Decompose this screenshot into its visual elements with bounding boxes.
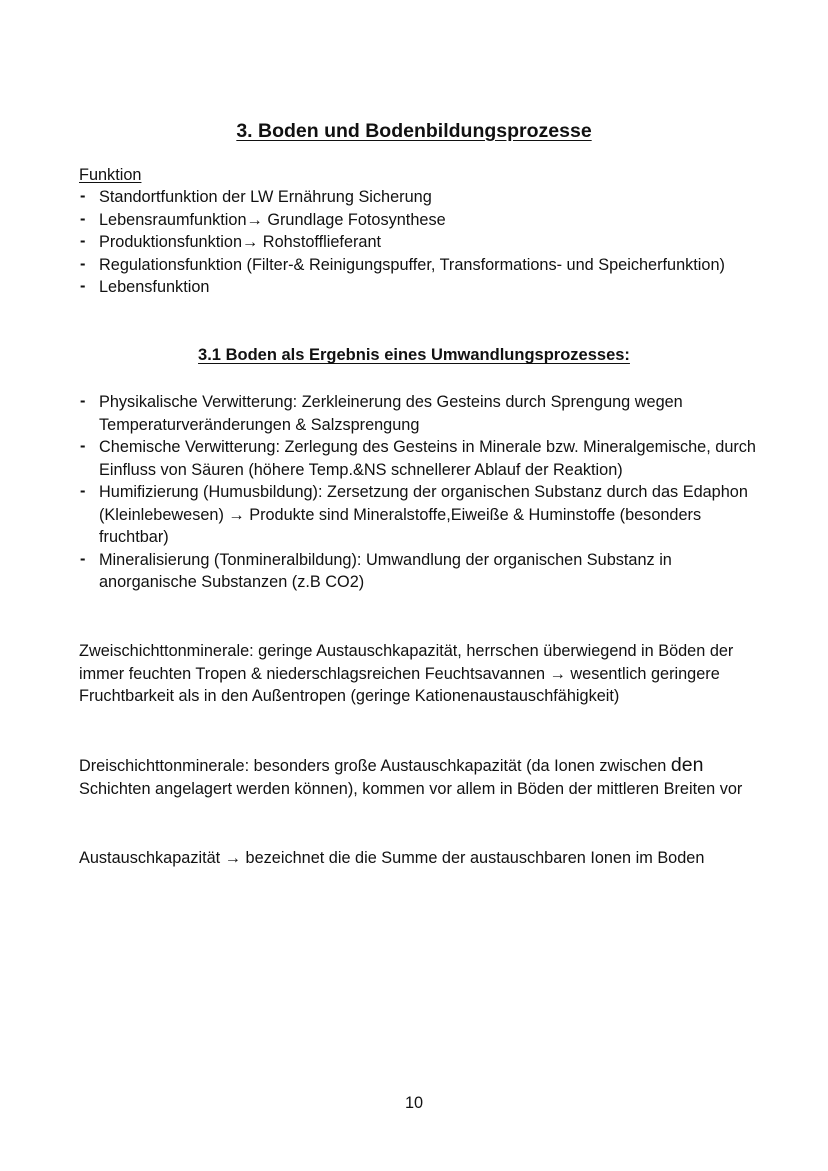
paragraph-dreischicht (79, 754, 751, 800)
list-item: - Lebensraumfunktion→ Grundlage Fotosynthese (79, 209, 769, 232)
list-item: - Mineralisierung (Tonmineralbildung): Umwandlung der organischen Substanz in anorganische Substanzen (z.B CO2) (79, 549, 769, 594)
list-item: - Regulationsfunktion (Filter-& Reinigungspuffer, Transformations- und Speicherfunktion) (79, 254, 769, 277)
list-item: - Lebensfunktion (79, 276, 769, 299)
paragraph-zweischicht: Zweischichttonminerale: geringe Austauschkapazität, herrschen überwiegend in Böden der immer feuchten Tropen & niederschlagsreichen Feuchtsavannen → wesentlich geringere Fruchtbarkeit als in den Außentropen (geringe Kationenaustauschfähigkeit) (79, 642, 734, 705)
page-number: 10 (404, 1094, 424, 1112)
paragraph-austausch: Austauschkapazität → bezeichnet die die Summe der austauschbaren Ionen im Boden (79, 849, 705, 867)
section-heading: 3.1 Boden als Ergebnis eines Umwandlungsprozesses: (198, 346, 630, 364)
paragraph-text: Schichten angelagert werden können), kommen vor allem in Böden der mittleren Breiten vor (79, 779, 743, 798)
list-item: - Chemische Verwitterung: Zerlegung des Gesteins in Minerale bzw. Mineralgemische, durch Einfluss von Säuren (höhere Temp.&NS schnellerer Ablauf der Reaktion) (79, 436, 769, 481)
list-item: - Physikalische Verwitterung: Zerkleinerung des Gesteins durch Sprengung wegen Temperaturveränderungen & Salzsprengung (79, 391, 769, 436)
paragraph-text-large: den (670, 754, 704, 776)
funktion-list (79, 186, 769, 299)
process-list (79, 391, 769, 594)
list-item: - Produktionsfunktion→ Rohstofflieferant (79, 231, 769, 254)
list-item: - Humifizierung (Humusbildung): Zersetzung der organischen Substanz durch das Edaphon (Kleinlebewesen) → Produkte sind Mineralstoffe,Eiweiße & Huminstoffe (besonders fruchtbar) (79, 481, 769, 549)
paragraph-text: Dreischichttonminerale: besonders große Austauschkapazität (da Ionen zwischen (79, 757, 671, 775)
page-title: 3. Boden und Bodenbildungsprozesse (236, 120, 592, 142)
list-item: - Standortfunktion der LW Ernährung Sicherung (79, 186, 769, 209)
funktion-heading: Funktion (79, 166, 142, 184)
